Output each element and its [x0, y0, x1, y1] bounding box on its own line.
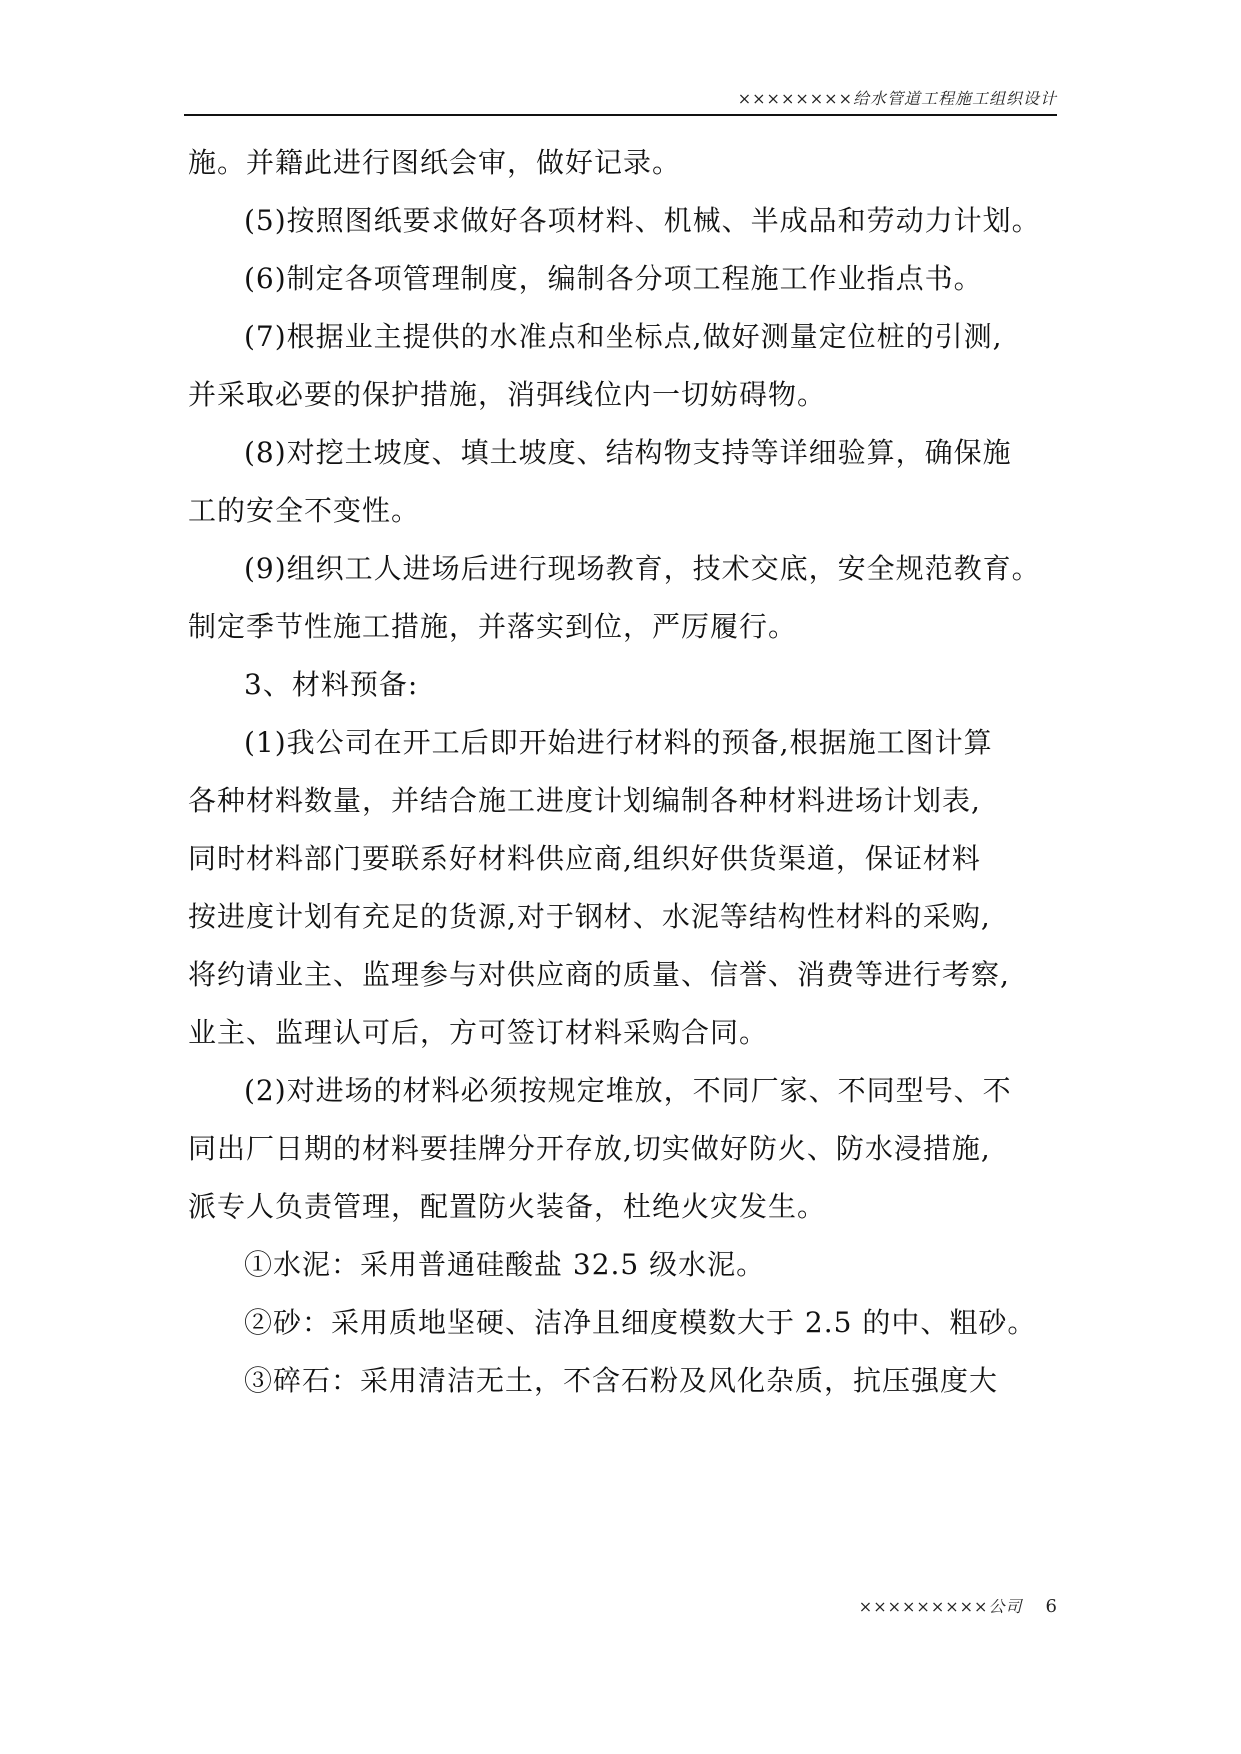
body-line: (9)组织工人进场后进行现场教育，技术交底，安全规范教育。: [244, 552, 1041, 585]
body-line: 同时材料部门要联系好材料供应商,组织好供货渠道，保证材料: [188, 842, 981, 875]
body-line: 业主、监理认可后，方可签订材料采购合同。: [188, 1016, 769, 1049]
body-line: ②砂：采用质地坚硬、洁净且细度模数大于 2.5 的中、粗砂。: [244, 1306, 1037, 1339]
body-line: (2)对进场的材料必须按规定堆放，不同厂家、不同型号、不: [244, 1074, 1012, 1107]
header-title: ××××××××给水管道工程施工组织设计: [737, 89, 1057, 108]
header-rule: [184, 114, 1057, 116]
body-line: (5)按照图纸要求做好各项材料、机械、半成品和劳动力计划。: [244, 204, 1041, 237]
section-heading: 3、材料预备:: [244, 668, 419, 701]
body-line: 制定季节性施工措施，并落实到位，严厉履行。: [188, 610, 798, 643]
page-footer: [859, 1594, 1057, 1617]
body-line: (8)对挖土坡度、填土坡度、结构物支持等详细验算，确保施: [244, 436, 1012, 469]
body-line: ③碎石：采用清洁无土，不含石粉及风化杂质，抗压强度大: [244, 1364, 999, 1397]
body-line: 将约请业主、监理参与对供应商的质量、信誉、消费等进行考察,: [188, 958, 1010, 991]
body-line: 各种材料数量，并结合施工进度计划编制各种材料进场计划表,: [188, 784, 981, 817]
page-number: 6: [1045, 1596, 1057, 1617]
body-line: ①水泥：采用普通硅酸盐 32.5 级水泥。: [244, 1248, 766, 1281]
body-line: 工的安全不变性。: [188, 494, 421, 527]
body-line: 按进度计划有充足的货源,对于钢材、水泥等结构性材料的采购,: [188, 900, 991, 933]
body-line: 派专人负责管理，配置防火装备，杜绝火灾发生。: [188, 1190, 827, 1223]
body-line: 同出厂日期的材料要挂牌分开存放,切实做好防火、防水浸措施,: [188, 1132, 991, 1165]
body-line: 并采取必要的保护措施，消弭线位内一切妨碍物。: [188, 378, 827, 411]
body-line: (7)根据业主提供的水准点和坐标点,做好测量定位桩的引测,: [244, 320, 1003, 353]
body-line: 施。并籍此进行图纸会审，做好记录。: [188, 146, 682, 179]
body-line: (6)制定各项管理制度，编制各分项工程施工作业指点书。: [244, 262, 983, 295]
body-line: (1)我公司在开工后即开始进行材料的预备,根据施工图计算: [244, 726, 993, 759]
footer-company: ×××××××××公司: [858, 1597, 1023, 1616]
